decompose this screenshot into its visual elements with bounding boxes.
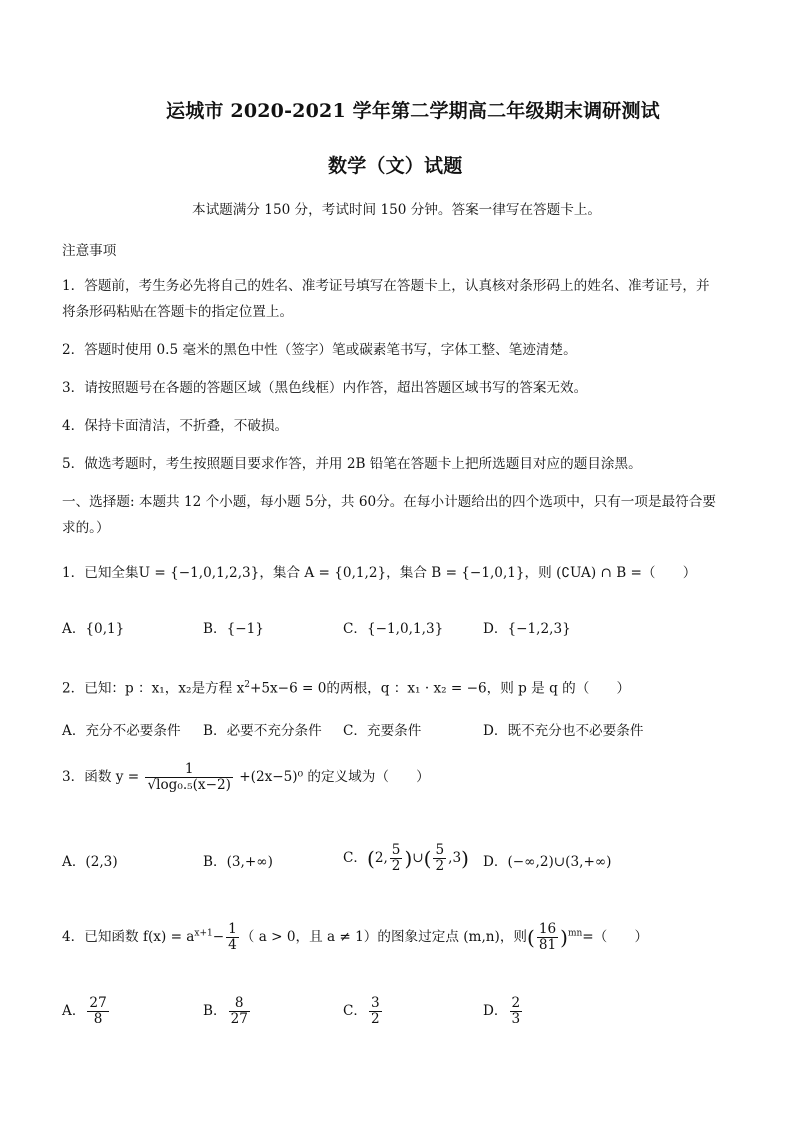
question-3-option-c: C．(2, $\frac{5}{2}$ )∪( $\frac{5}{2}$ ,3) <box>343 842 469 874</box>
question-2-option-b: B．必要不充分条件 <box>203 723 322 739</box>
question-4-big-frac-num: 16 <box>538 921 557 937</box>
question-2-stem-before: 2．已知：p ：x₁，x₂是方程 x <box>62 680 245 697</box>
question-4-big-exponent: mn <box>567 928 583 939</box>
question-1-option-b: B．{−1} <box>203 621 264 637</box>
question-4-option-c <box>343 996 384 1027</box>
question-4-option-a-label: A． <box>62 1003 86 1019</box>
question-4-option-d <box>483 996 524 1027</box>
question-3-option-b: B．(3,+∞) <box>203 854 273 870</box>
question-4-option-c-den: 2 <box>371 1011 380 1027</box>
question-4-exponent: x+1 <box>194 928 213 939</box>
question-4-option-b <box>203 996 252 1027</box>
question-4-option-a <box>62 996 111 1027</box>
question-1-option-c: C．{−1,0,1,3} <box>343 621 444 637</box>
question-4-prefix: 4．已知函数 f(x) = a <box>62 929 195 945</box>
question-2-stem-after: +5x−6 = 0的两根，q ：x₁ · x₂ = −6，则 p 是 q 的（ ） <box>249 680 631 697</box>
question-2-option-c: C．充要条件 <box>343 723 422 739</box>
question-4-big-frac-den: 81 <box>538 937 557 953</box>
question-3-option-c-frac-1-den: 2 <box>391 858 401 874</box>
notice-item-2: 2．答题时使用 0.5 毫米的黑色中性（签字）笔或碳素笔书写，字体工整、笔迹清楚。 <box>62 342 577 358</box>
notice-heading: 注意事项 <box>62 243 117 259</box>
question-3-fraction <box>145 762 232 793</box>
notice-item-5: 5．做选考题时，考生按照题目要求作答，并用 2B 铅笔在答题卡上把所选题目对应的题目涂黑。 <box>62 456 642 472</box>
section-heading-line-2: 求的。） <box>62 520 110 536</box>
question-4-condition: （ a > 0，且 a ≠ 1）的图象过定点 (m,n)，则 <box>240 929 528 945</box>
notice-item-3: 3．请按照题号在各题的答题区域（黑色线框）内作答，超出答题区域书写的答案无效。 <box>62 380 588 396</box>
exam-subject: 数学（文）试题 <box>328 155 463 177</box>
notice-item-1-line-1: 1．答题前，考生务必先将自己的姓名、准考证号填写在答题卡上，认真核对条形码上的姓名、准考证号，并 <box>62 278 710 294</box>
question-3-stem <box>62 762 430 793</box>
notice-item-1-line-2: 将条形码粘贴在答题卡的指定位置上。 <box>62 304 294 320</box>
question-4-frac-den: 4 <box>228 937 237 953</box>
notice-item-4: 4．保持卡面清洁，不折叠，不破损。 <box>62 418 289 434</box>
question-4-option-d-num: 2 <box>511 995 521 1011</box>
question-3-option-c-frac-2-den: 2 <box>435 858 445 874</box>
question-4-option-d-label: D． <box>483 1003 508 1019</box>
question-3-option-c-label: C． <box>343 850 367 866</box>
question-4-end: =（ ） <box>582 929 649 945</box>
question-1-option-a: A．{0,1} <box>62 621 125 637</box>
question-1-option-d: D．{−1,2,3} <box>483 621 571 637</box>
question-3-option-c-frac-1-num: 5 <box>391 842 401 858</box>
question-3-tail: +(2x−5)⁰ 的定义域为（ ） <box>239 769 430 785</box>
question-4-option-a-num: 27 <box>89 995 107 1011</box>
question-3-option-d: D．(−∞,2)∪(3,+∞) <box>483 854 612 870</box>
question-4-option-b-label: B． <box>203 1003 227 1019</box>
question-4-option-b-num: 8 <box>229 996 250 1012</box>
question-3-fraction-denominator: √log₀.₅(x−2) <box>147 777 231 793</box>
question-3-option-a: A．(2,3) <box>62 854 118 870</box>
exam-title: 运城市 2020-2021 学年第二学期高二年级期末调研测试 <box>166 100 660 122</box>
question-4-option-c-num: 3 <box>371 995 380 1011</box>
section-heading-line-1: 一、选择题: 本题共 12 个小题，每小题 5分，共 60分。在每小计题给出的四个选项中，只有一项是最符合要 <box>62 494 716 510</box>
question-4-option-a-den: 8 <box>93 1011 103 1027</box>
question-2-stem: 2．已知：p ：x₁，x₂是方程 $x^2+5x-6 = 0$的两根，q ：x₁ · x₂ = −6，则 p 是 q 的（ ） <box>62 680 631 697</box>
question-2-option-d: D．既不充分也不必要条件 <box>483 723 644 739</box>
question-3-option-c-frac-2-num: 5 <box>435 842 445 858</box>
question-4-stem: 4．已知函数 $f(x) = a^{x+1}-$ $\frac{1}{4}$ （ a > 0，且 a ≠ 1）的图象过定点 (m,n)，则( $\frac{16}{81}$ )$^{mn}$=（ ） <box>62 921 649 953</box>
question-2-option-a: A．充分不必要条件 <box>62 723 181 739</box>
question-4-minus: − <box>212 929 225 945</box>
question-1-stem: 1．已知全集U = {−1,0,1,2,3}，集合 A = {0,1,2}，集合 B = {−1,0,1}，则 (∁UA) ∩ B =（ ） <box>62 565 697 581</box>
question-4-frac-num: 1 <box>228 921 237 937</box>
question-4-option-b-den: 27 <box>230 1011 248 1027</box>
exam-intro: 本试题满分 150 分，考试时间 150 分钟。答案一律写在答题卡上。 <box>192 202 602 218</box>
question-3-prefix: 3．函数 y = <box>62 769 140 785</box>
question-3-fraction-numerator: 1 <box>145 762 232 778</box>
question-4-option-d-den: 3 <box>511 1011 521 1027</box>
question-4-option-c-label: C． <box>343 1003 367 1019</box>
